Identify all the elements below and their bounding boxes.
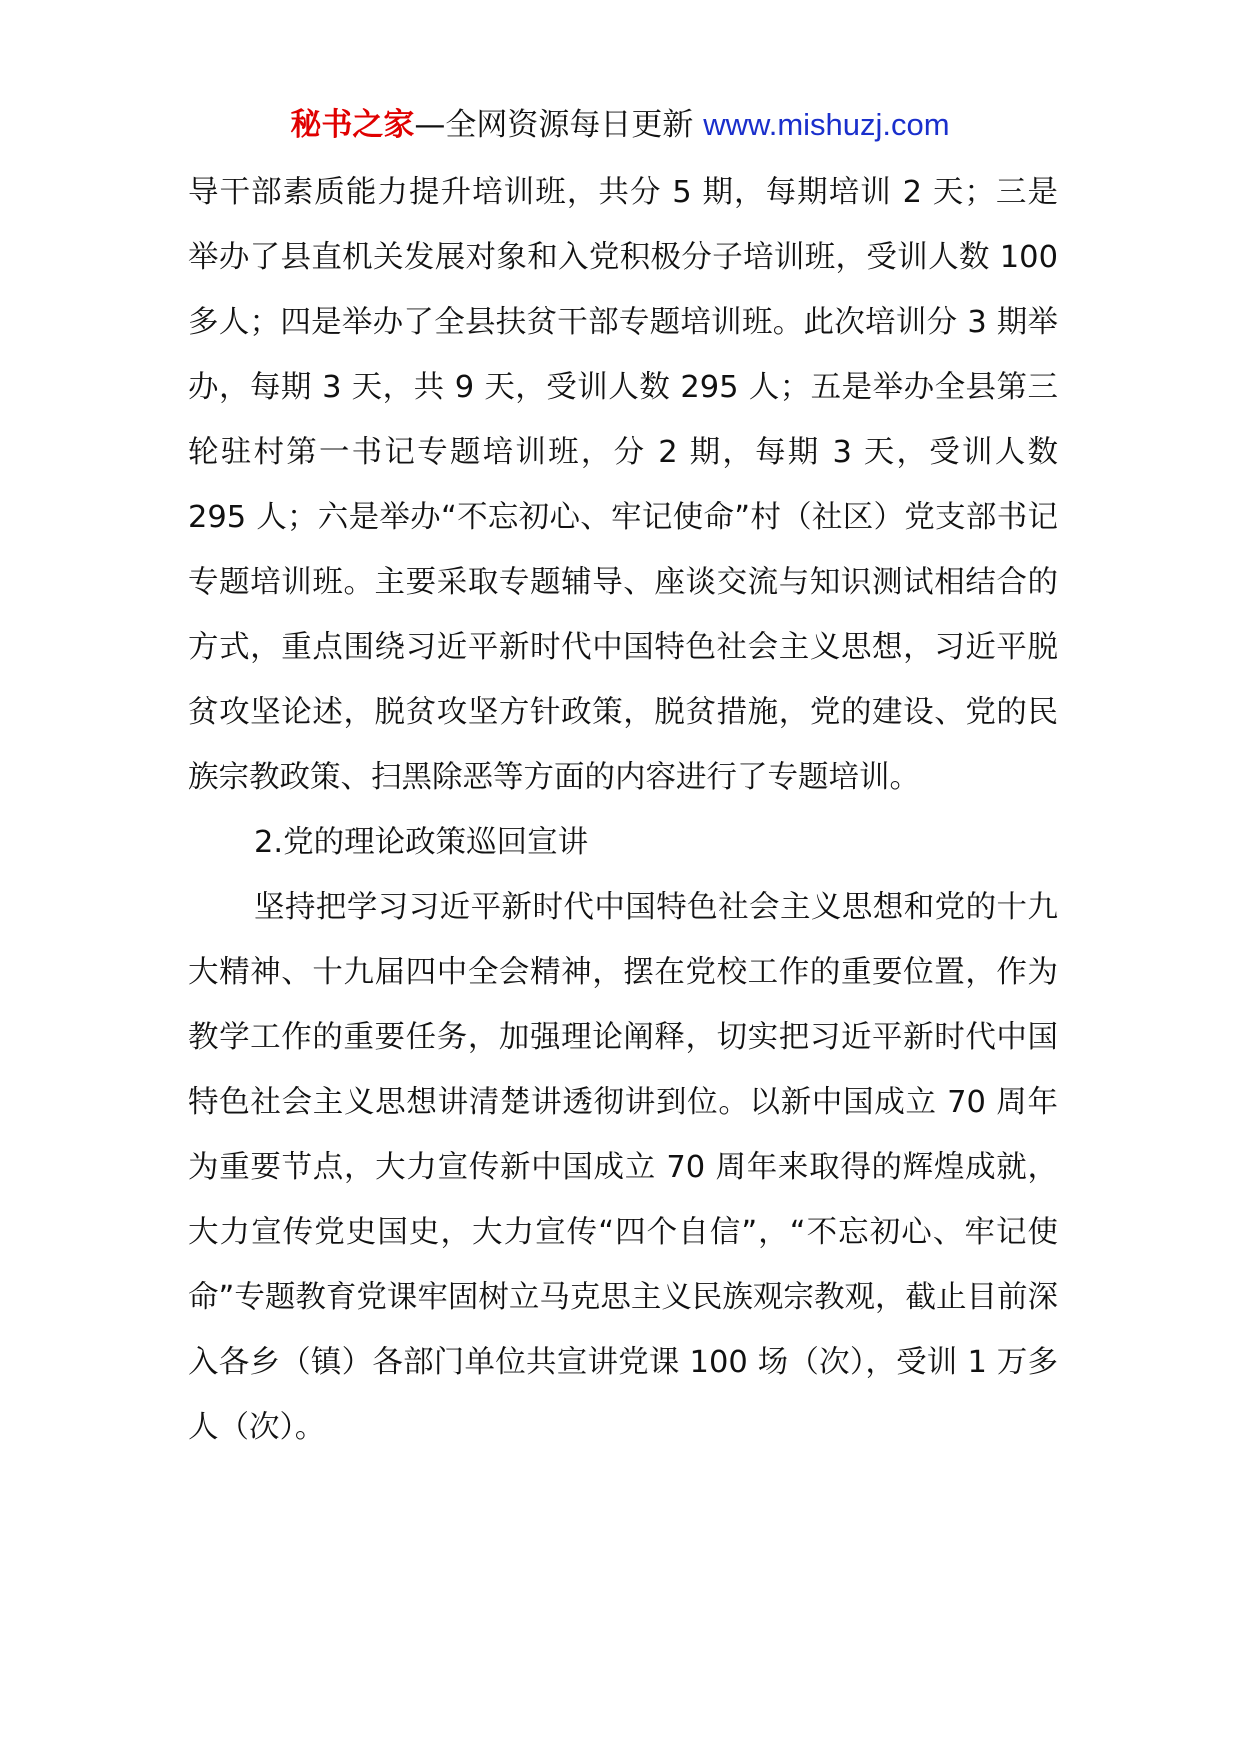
paragraph-lectures: 坚持把学习习近平新时代中国特色社会主义思想和党的十九大精神、十九届四中全会精神，摆在党校工作的重要位置，作为教学工作的重要任务，加强理论阐释，切实把习近平新时代中国特色社会主义思想讲清楚讲透彻讲到位。以新中国成立 70 周年为重要节点，大力宣传新中国成立 70 周年来取得的辉煌成就，大力宣传党史国史，大力宣传“四个自信”，“不忘初心、牢记使命”专题教育党课牢固树立马克思主义民族观宗教观，截止目前深入各乡（镇）各部门单位共宣讲党课 100 场（次），受训 1 万多人（次）。 bbox=[188, 890, 1058, 1445]
paragraph-training: 导干部素质能力提升培训班，共分 5 期，每期培训 2 天；三是举办了县直机关发展对象和入党积极分子培训班，受训人数 100 多人；四是举办了全县扶贫干部专题培训班。此次培训分 3 期举办，每期 3 天，共 9 天，受训人数 295 人；五是举办全县第三轮驻村第一书记专题培训班，分 2 期，每期 3 天，受训人数 295 人；六是举办“不忘初心、牢记使命”村（社区）党支部书记专题培训班。主要采取专题辅导、座谈交流与知识测试相结合的方式，重点围绕习近平新时代中国特色社会主义思想，习近平脱贫攻坚论述，脱贫攻坚方针政策，脱贫措施，党的建设、党的民族宗教政策、扫黑除恶等方面的内容进行了专题培训。 bbox=[188, 175, 1058, 795]
brand-name: 秘书之家 bbox=[290, 107, 415, 143]
document-header bbox=[0, 100, 1240, 150]
website-link[interactable]: www.mishuzj.com bbox=[703, 107, 950, 142]
section-heading: 2.党的理论政策巡回宣讲 bbox=[254, 825, 589, 860]
document-body bbox=[188, 160, 1058, 1460]
header-slogan: —全网资源每日更新 bbox=[414, 107, 694, 143]
